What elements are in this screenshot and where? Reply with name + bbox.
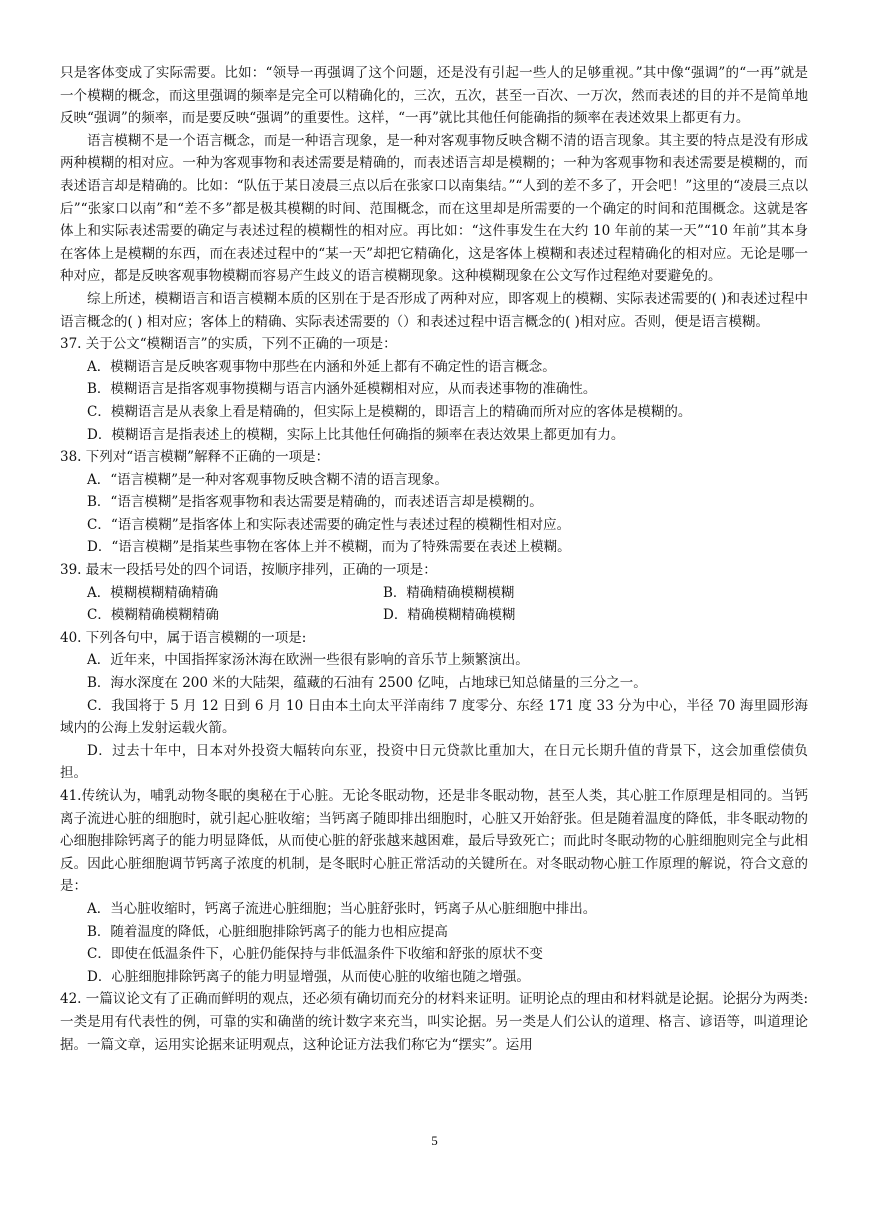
option-c: C．模糊语言是从表象上看是精确的，但实际上是模糊的，即语言上的精确而所对应的客体是模糊的。: [87, 403, 692, 420]
option-b: B．随着温度的降低，心脏细胞排除钙离子的能力也相应提高: [87, 923, 448, 940]
option-c: C．即使在低温条件下，心脏仍能保持与非低温条件下收缩和舒张的原状不变: [87, 946, 543, 963]
page-number: 5: [431, 1133, 438, 1148]
question-stem: 39. 最末一段括号处的四个词语，按顺序排列，正确的一项是：: [60, 562, 437, 579]
question-38: [60, 446, 808, 559]
option-a: A．当心脏收缩时，钙离子流进心脏细胞；当心脏舒张时，钙离子从心脏细胞中排出。: [87, 900, 597, 917]
option-d: D．心脏细胞排除钙离子的能力明显增强，从而使心脏的收缩也随之增强。: [87, 968, 530, 985]
paragraph: 只是客体变成了实际需要。比如：“领导一再强调了这个问题，还是没有引起一些人的足够重视。”其中像“强调”的“一再”就是一个模糊的概念，而这里强调的频率是完全可以精确化的，三次，五次，甚至一百次、一万次，然而表述的目的并不是简单地反映“强调”的频率，而是要反映“强调”的重要性。这样，“一再”就比其他任何能确指的频率在表述效果上都更有力。: [60, 65, 808, 127]
option-d: D．模糊语言是指表述上的模糊，实际上比其他任何确指的频率在表达效果上都更加有力。: [87, 426, 625, 443]
question-41: [60, 785, 808, 988]
question-stem: 42. 一篇议论文有了正确而鲜明的观点，还必须有确切而充分的材料来证明。证明论点的理由和材料就是论据。论据分为两类:一类是用有代表性的例，可靠的实和确凿的统计数字来充当，叫实论据。另一类是人们公认的道理、格言、谚语等，叫道理论据。一篇文章，运用实论据来证明观点，这种论证方法我们称它为“摆实”。运用: [60, 991, 808, 1053]
paragraph: 综上所述，模糊语言和语言模糊本质的区别在于是否形成了两种对应，即客观上的模糊、实际表述需要的( )和表述过程中语言概念的( ) 相对应；客体上的精确、实际表述需要的（）和表述过程中语言概念的( )相对应。否则，便是语言模糊。: [60, 290, 808, 330]
question-40: [60, 627, 808, 785]
option-d: D．精确模糊精确模糊: [383, 607, 516, 624]
question-39: [60, 559, 808, 627]
option-a: A．模糊模糊精确精确: [87, 584, 219, 601]
question-stem: 41.传统认为，哺乳动物冬眠的奥秘在于心脏。无论冬眠动物，还是非冬眠动物，甚至人类，其心脏工作原理是相同的。当钙离子流进心脏的细胞时，就引起心脏收缩；当钙离子随即排出细胞时，心脏又开始舒张。但是随着温度的降低，非冬眠动物的心细胞排除钙离子的能力明显降低，从而使心脏的舒张越来越困难，最后导致死亡；而此时冬眠动物的心脏细胞则完全与此相反。因此心脏细胞调节钙离子浓度的机制，是冬眠时心脏正常活动的关键所在。对冬眠动物心脏工作原理的解说，符合文意的是：: [60, 788, 808, 895]
question-stem: 37. 关于公文“模糊语言”的实质，下列不正确的一项是：: [60, 336, 397, 353]
option-a: A．近年来，中国指挥家汤沐海在欧洲一些很有影响的音乐节上频繁演出。: [87, 652, 529, 669]
option-a: A．“语言模糊”是一种对客观事物反映含糊不清的语言现象。: [87, 471, 449, 488]
options-row: [60, 604, 808, 627]
option-d: D．“语言模糊”是指某些事物在客体上并不模糊，而为了特殊需要在表述上模糊。: [87, 539, 571, 556]
option-b: B．精确精确模糊模糊: [383, 584, 515, 601]
question-37: [60, 333, 808, 446]
document-page: [60, 62, 808, 1056]
option-b: B．海水深度在 200 米的大陆架，蕴藏的石油有 2500 亿吨，占地球已知总储量的三分之一。: [87, 675, 647, 692]
question-42: [60, 988, 808, 1056]
option-b: B．“语言模糊”是指客观事物和表达需要是精确的，而表述语言却是模糊的。: [87, 494, 543, 511]
question-stem: 38. 下列对“语言模糊”解释不正确的一项是：: [60, 449, 330, 466]
option-c: C．“语言模糊”是指客体上和实际表述需要的确定性与表述过程的模糊性相对应。: [87, 516, 571, 533]
option-b: B．模糊语言是指客观事物摸糊与语言内涵外延模糊相对应，从而表述事物的准确性。: [87, 381, 597, 398]
option-d: D．过去十年中，日本对外投资大幅转向东亚，投资中日元贷款比重加大，在日元长期升值的背景下，这会加重偿债负担。: [60, 742, 808, 782]
question-stem: 40. 下列各句中，属于语言模糊的一项是:: [60, 629, 307, 646]
option-c: C．模糊精确模糊精确: [87, 607, 219, 624]
options-row: [60, 582, 808, 605]
option-a: A．模糊语言是反映客观事物中那些在内涵和外延上都有不确定性的语言概念。: [87, 358, 556, 375]
option-c: C．我国将于 5 月 12 日到 6 月 10 日由本土向太平洋南纬 7 度零分、东经 171 度 33 分为中心，半径 70 海里圆形海域内的公海上发射运载火箭。: [60, 697, 808, 737]
paragraph: 语言模糊不是一个语言概念，而是一种语言现象，是一种对客观事物反映含糊不清的语言现象。其主要的特点是没有形成两种模糊的相对应。一种为客观事物和表述需要是精确的，而表述语言却是模糊的；一种为客观事物和表述需要是模糊的，而表述语言却是精确的。比如：“队伍于某日凌晨三点以后在张家口以南集结。”“人到的差不多了，开会吧！”这里的“凌晨三点以后”“张家口以南”和“差不多”都是极其模糊的时间、范围概念，而在这里却是所需要的一个确定的时间和范围概念。这就是客体上和实际表述需要的确定与表述过程的模糊性的相对应。再比如：“这件事发生在大约 10 年前的某一天”“10 年前”其本身在客体上是模糊的东西，而在表述过程中的“某一天”却把它精确化，这是客体上模糊和表述过程精确化的相对应。无论是哪一种对应，都是反映客观事物模糊而容易产生歧义的语言模糊现象。这种模糊现象在公文写作过程绝对要避免的。: [60, 132, 808, 285]
